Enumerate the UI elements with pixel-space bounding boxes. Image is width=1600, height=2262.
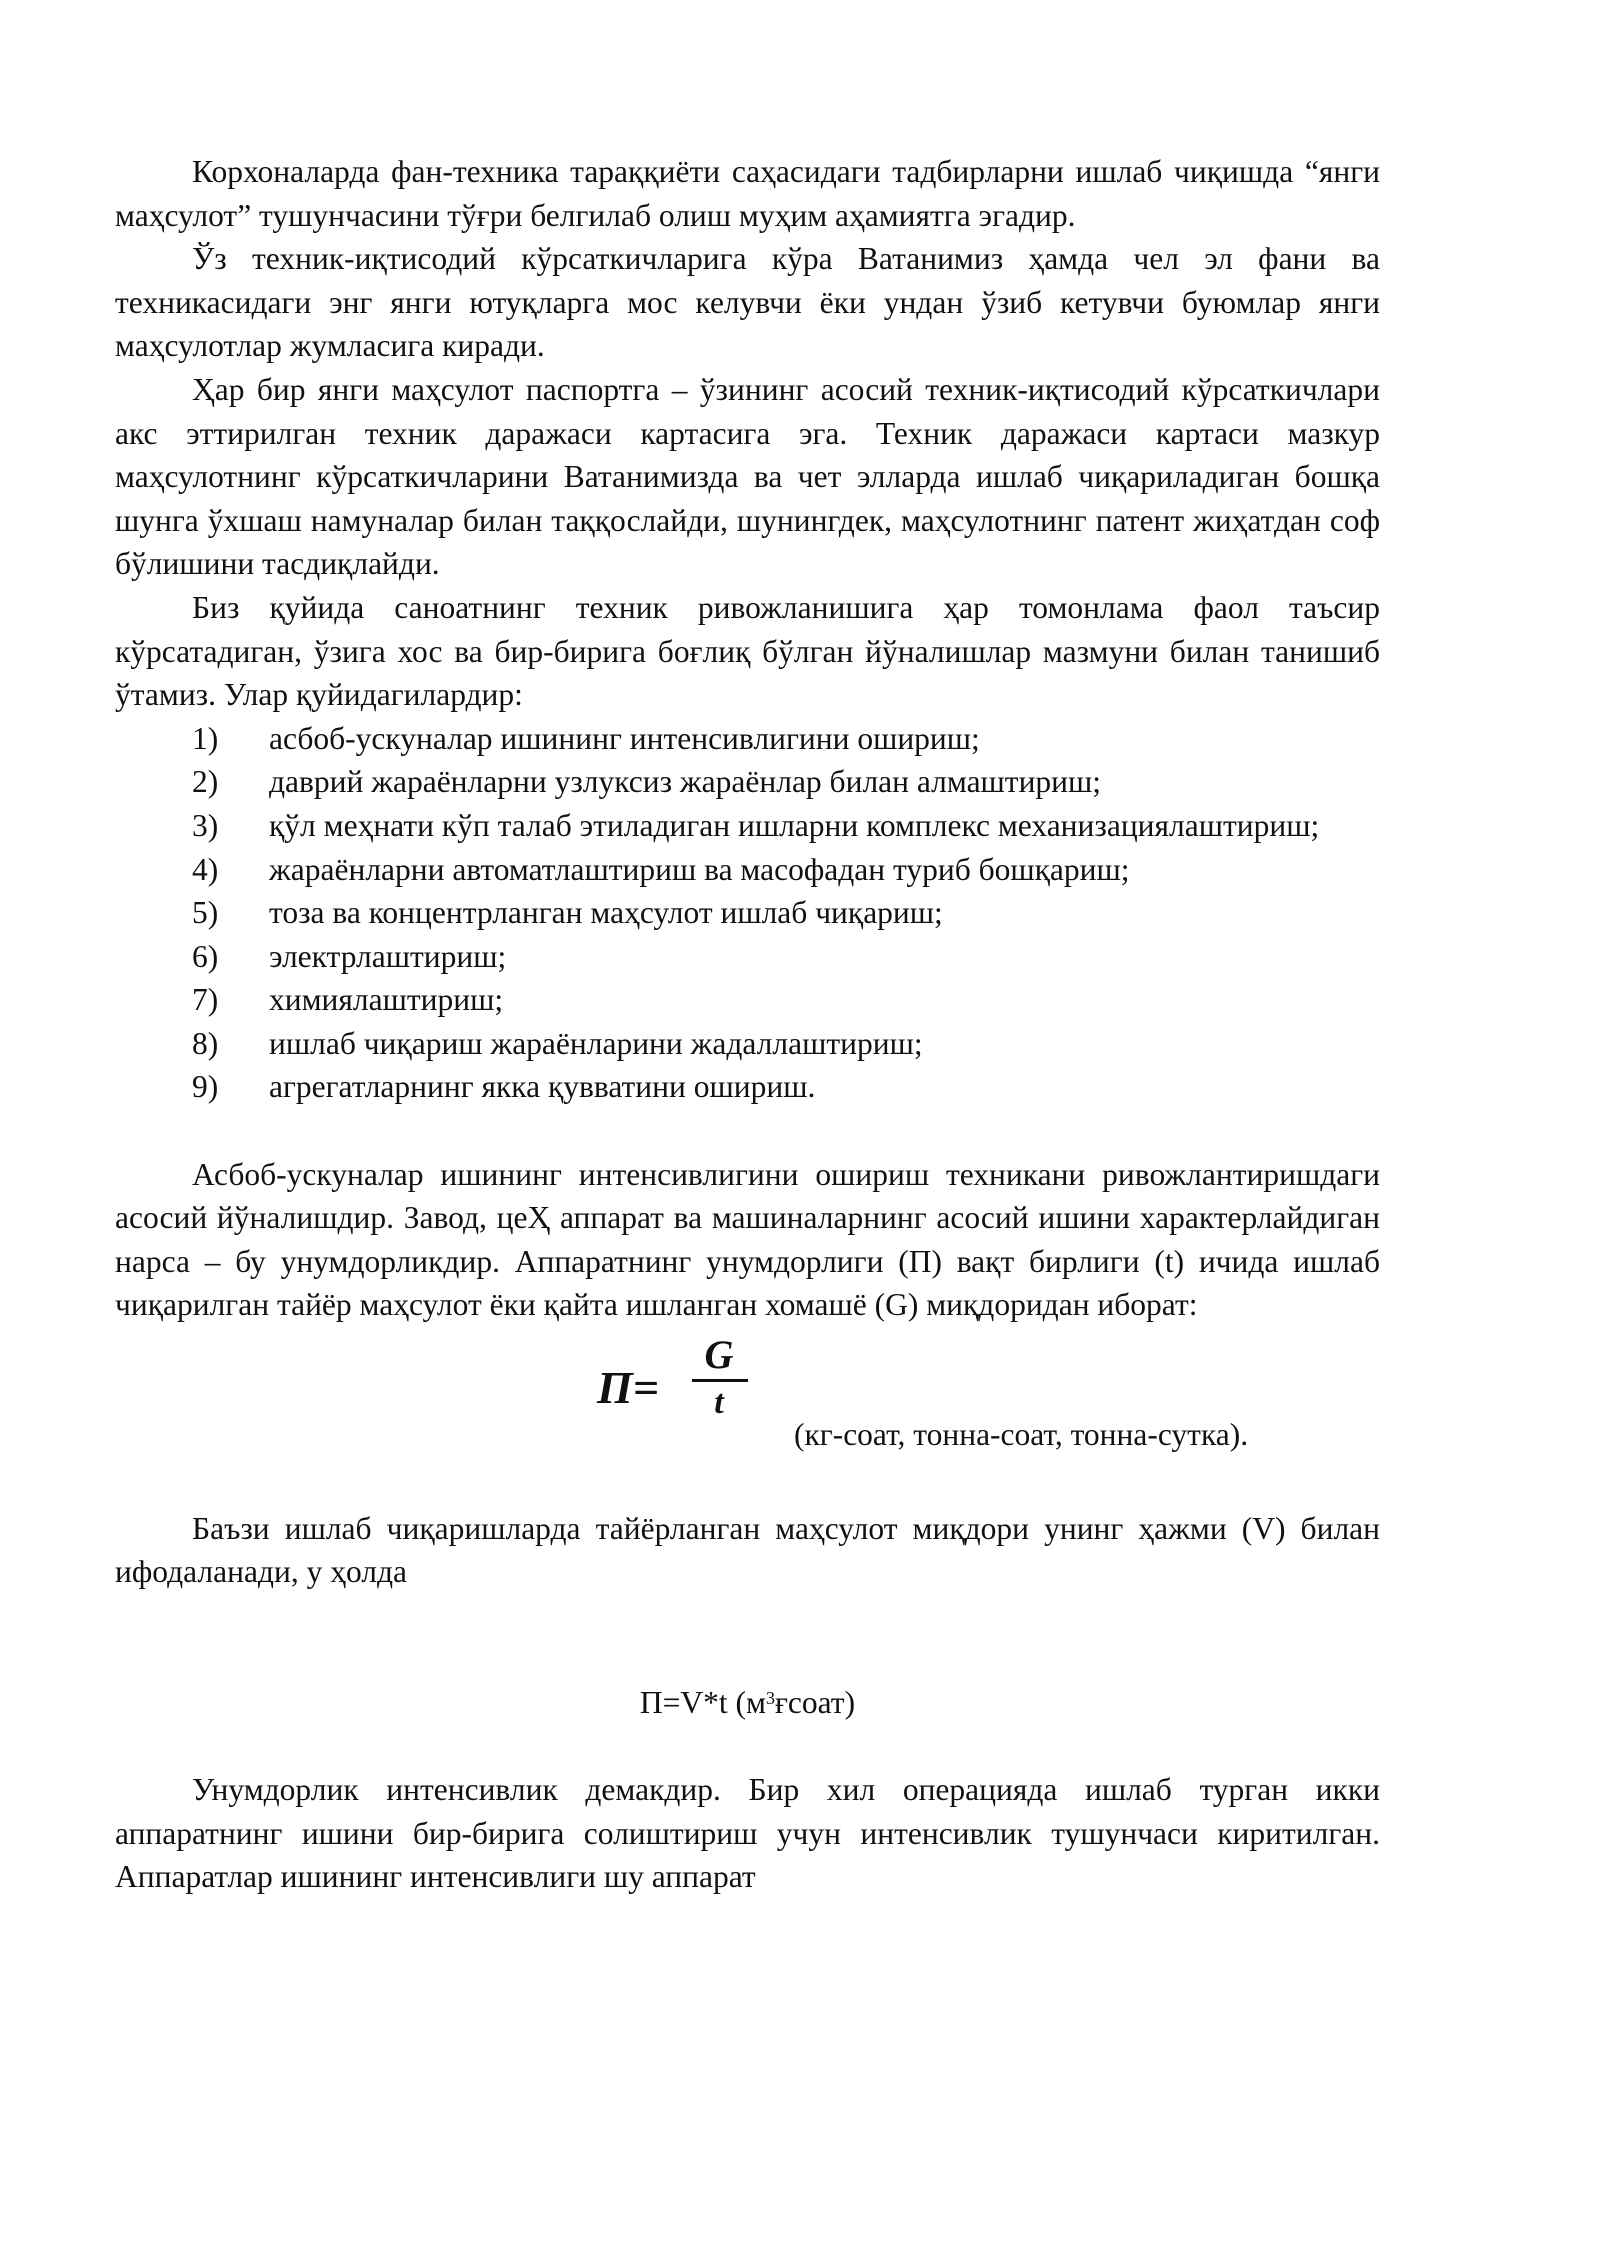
directions-list	[115, 717, 1380, 1109]
list-item-number: 6)	[192, 938, 219, 974]
list-item	[115, 1022, 1380, 1066]
list-item-text: асбоб-ускуналар ишининг интенсивлигини ошириш;	[269, 720, 980, 756]
list-item-number: 8)	[192, 1025, 219, 1061]
paragraph-directions-intro: Биз қуйида саноатнинг техник ривожланишига ҳар томонлама фаол таъсир кўрсатадиган, ўзига хос ва бир-бирига боғлиқ бўлган йўналишлар мазмуни билан танишиб ўтамиз. Улар қуйидагилардир:	[115, 589, 1380, 713]
paragraph-product-passport: Ҳар бир янги маҳсулот паспортга – ўзининг асосий техник-иқтисодий кўрсаткичлари акс эттирилган техник даражаси картасига эга. Техник даражаси картаси мазкур маҳсулотнинг кўрсаткичларини Ватанимизда ва чет элларда ишлаб чиқариладиган бошқа шунга ўхшаш намуналар билан таққослайди, шунингдек, маҳсулотнинг патент жиҳатдан соф бўлишини тасдиқлайди.	[115, 371, 1380, 582]
list-item	[115, 1065, 1380, 1109]
formula-denominator: t	[714, 1384, 724, 1422]
list-item-text: даврий жараёнларни узлуксиз жараёнлар билан алмаштириш;	[269, 764, 1102, 800]
blank-line	[115, 1109, 1380, 1153]
volume-formula-exponent: 3	[765, 1688, 775, 1708]
paragraph-new-products-scope: Ўз техник-иқтисодий кўрсаткичларига кўра Ватанимиз ҳамда чел эл фани ва техникасидаги энг янги ютуқларга мос келувчи ёки ундан ўзиб кетувчи буюмлар янги маҳсулотлар жумласига киради.	[115, 241, 1380, 364]
blank-line	[115, 1637, 1380, 1681]
formula-numerator: G	[704, 1332, 734, 1378]
list-item-text: ишлаб чиқариш жараёнларини жадаллаштириш;	[269, 1025, 923, 1061]
list-item	[115, 891, 1380, 935]
list-item-number: 7)	[192, 982, 219, 1018]
list-item-text: қўл меҳнати кўп талаб этиладиган ишларни комплекс механизациялаштириш;	[269, 807, 1320, 843]
blank-line	[115, 1463, 1380, 1507]
list-item	[115, 760, 1380, 804]
formula-units: (кг-соат, тонна-соат, тонна-сутка).	[794, 1417, 1249, 1453]
list-item-number: 1)	[192, 720, 219, 756]
volume-formula-tail: ғсоат)	[774, 1685, 856, 1720]
list-item-number: 3)	[192, 807, 219, 843]
list-item-text: агрегатларнинг якка қувватини ошириш.	[269, 1069, 816, 1105]
blank-line	[115, 1725, 1380, 1769]
list-item	[115, 717, 1380, 761]
list-item-text: химиялаштириш;	[269, 982, 504, 1018]
list-item-text: электрлаштириш;	[269, 938, 507, 974]
list-item-text: жараёнларни автоматлаштириш ва масофадан туриб бошқариш;	[269, 851, 1130, 887]
productivity-formula	[115, 1333, 1380, 1463]
paragraph-intensity: Унумдорлик интенсивлик демакдир. Бир хил операцияда ишлаб турган икки аппаратнинг ишини бир-бирига солиштириш учун интенсивлик тушунчаси киритилган. Аппаратлар ишининг интенсивлиги шу аппарат	[115, 1772, 1380, 1895]
page-content	[115, 150, 1380, 1899]
list-item	[115, 978, 1380, 1022]
list-item-number: 5)	[192, 895, 219, 931]
list-item-text: тоза ва концентрланган маҳсулот ишлаб чиқариш;	[269, 895, 943, 931]
volume-formula-main: П=V*t (м	[639, 1685, 766, 1720]
formula-fraction	[690, 1333, 748, 1423]
list-item-number: 2)	[192, 764, 219, 800]
list-item-number: 4)	[192, 851, 219, 887]
fraction-bar	[692, 1379, 748, 1382]
paragraph-volume-productivity: Баъзи ишлаб чиқаришларда тайёрланган маҳсулот миқдори унинг ҳажми (V) билан ифодаланади, у ҳолда	[115, 1510, 1380, 1590]
blank-line	[115, 1594, 1380, 1638]
list-item	[115, 935, 1380, 979]
formula-lhs: П=	[597, 1362, 659, 1414]
paragraph-productivity-definition: Асбоб-ускуналар ишининг интенсивлигини ошириш техникани ривожлантиришдаги асосий йўналишдир. Завод, цеҲ аппарат ва машиналарнинг асосий ишини характерлайдиган нарса – бу унумдорликдир. Аппаратнинг унумдорлиги (П) вақт бирлиги (t) ичида ишлаб чиқарилган тайёр маҳсулот ёки қайта ишланган хомашё (G) миқдоридан иборат:	[115, 1156, 1380, 1323]
paragraph-new-product-definition: Корхоналарда фан-техника тараққиёти саҳасидаги тадбирларни ишлаб чиқишда “янги маҳсулот” тушунчасини тўғри белгилаб олиш муҳим аҳамиятга эгадир.	[115, 154, 1380, 233]
volume-formula	[115, 1681, 1380, 1725]
list-item	[115, 848, 1380, 892]
list-item	[115, 804, 1380, 848]
list-item-number: 9)	[192, 1069, 219, 1105]
